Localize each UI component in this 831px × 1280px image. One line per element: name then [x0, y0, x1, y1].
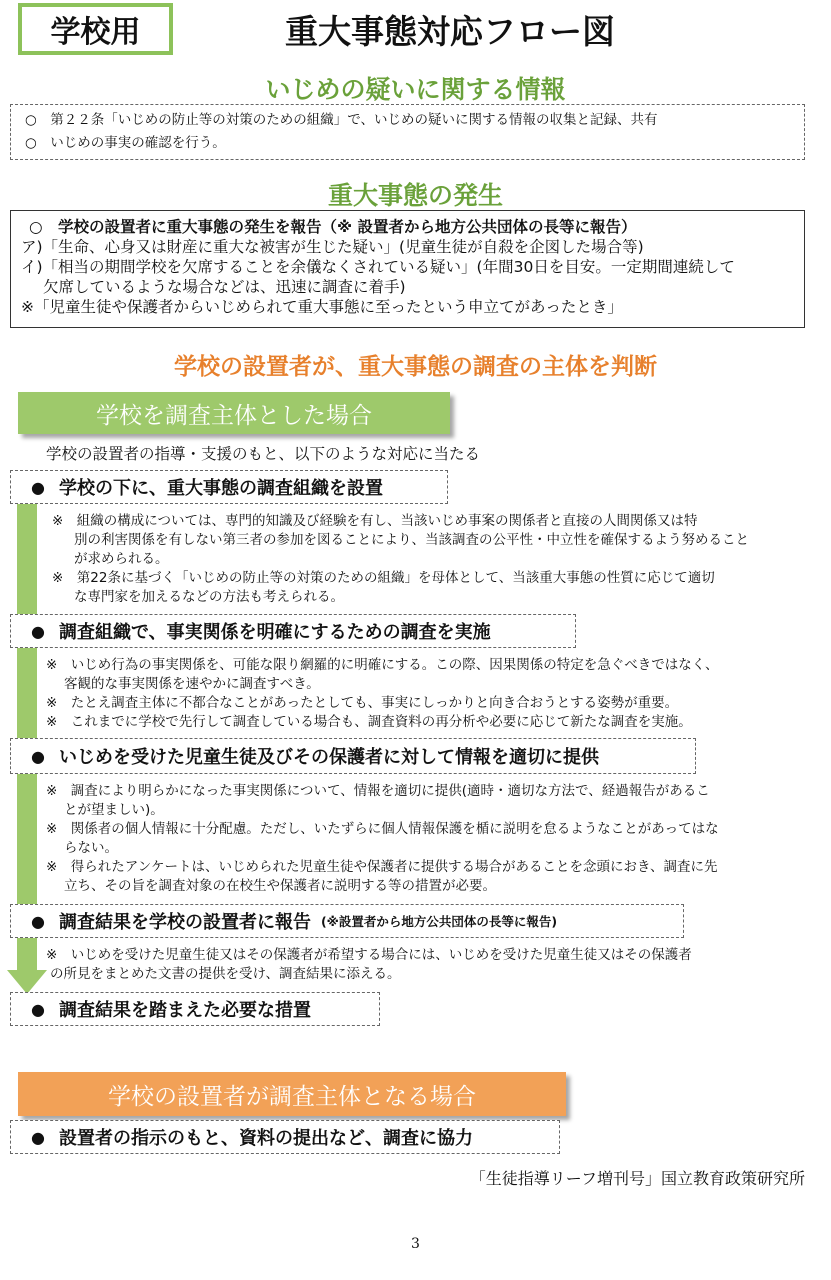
note-line: ※ いじめを受けた児童生徒又はその保護者が希望する場合には、いじめを受けた児童生徒又はその保護者: [46, 947, 692, 963]
info-line-2: ○ いじめの事実の確認を行う。: [25, 135, 226, 151]
notes-step-2: [46, 656, 816, 732]
info-line-1: ○ 第２２条「いじめの防止等の対策のための組織」で、いじめの疑いに関する情報の収集と記録、共有: [25, 112, 658, 128]
note-line: ※ 関係者の個人情報に十分配慮。ただし、いたずらに個人情報保護を楯に説明を怠るようなことがあってはな: [46, 821, 719, 837]
note-line: ※ 第22条に基づく「いじめの防止等の対策のための組織」を母体として、当該重大事態の性質に応じて適切: [52, 570, 715, 586]
notes-step-1: [52, 512, 812, 607]
note-line: らない。: [64, 840, 118, 856]
board-case-bar: 学校の設置者が調査主体となる場合: [18, 1072, 566, 1116]
step-cooperate-investigation: [10, 1120, 560, 1154]
note-line: ※ これまでに学校で先行して調査している場合も、調査資料の再分析や必要に応じて新たな調査を実施。: [46, 714, 692, 730]
step-label: 調査結果を学校の設置者に報告: [58, 912, 311, 933]
step-label: 調査結果を踏まえた必要な措置: [58, 1000, 311, 1021]
info-box: [10, 104, 805, 160]
info-heading: いじめの疑いに関する情報: [265, 75, 566, 104]
step-label: 調査組織で、事実関係を明確にするための調査を実施: [58, 622, 491, 643]
occurrence-heading: 重大事態の発生: [327, 181, 503, 210]
step-provide-information: [10, 738, 696, 774]
note-line: 立ち、その旨を調査対象の在校生や保護者に説明する等の措置が必要。: [64, 878, 496, 894]
occurrence-box: [10, 210, 805, 328]
occurrence-line-2: ア)「生命、心身又は財産に重大な被害が生じた疑い」(児童生徒が自殺を企図した場合等): [21, 238, 644, 256]
occurrence-line-1: ○ 学校の設置者に重大事態の発生を報告（※ 設置者から地方公共団体の長等に報告）: [29, 218, 637, 236]
note-line: とが望ましい)。: [64, 802, 164, 818]
school-case-bar: 学校を調査主体とした場合: [18, 392, 450, 434]
page-number: 3: [411, 1236, 420, 1252]
step-sub-label: (※設置者から地方公共団体の長等に報告): [320, 914, 558, 929]
bullet-icon: ●: [31, 999, 45, 1019]
notes-step-4: [46, 946, 816, 984]
bullet-icon: ●: [31, 621, 45, 641]
note-line: ※ 調査により明らかになった事実関係について、情報を適切に提供(適時・適切な方法で、経過報告があるこ: [46, 783, 710, 799]
notes-step-3: [46, 782, 816, 896]
occurrence-line-5: ※「児童生徒や保護者からいじめられて重大事態に至ったという申立てがあったとき」: [21, 298, 623, 316]
note-line: な専門家を加えるなどの方法も考えられる。: [74, 589, 344, 605]
bullet-icon: ●: [31, 911, 45, 931]
bullet-icon: ●: [31, 1127, 45, 1147]
note-line: の所見をまとめた文書の提供を受け、調査結果に添える。: [50, 966, 401, 982]
step-setup-organization: [10, 470, 448, 504]
bullet-icon: ●: [31, 746, 45, 766]
note-line: ※ たとえ調査主体に不都合なことがあったとしても、事実にしっかりと向き合おうとする姿勢が重要。: [46, 695, 679, 711]
note-line: 別の利害関係を有しない第三者の参加を図ることにより、当該調査の公平性・中立性を確保するよう努めること: [74, 532, 749, 548]
step-conduct-investigation: [10, 614, 576, 648]
note-line: ※ 得られたアンケートは、いじめられた児童生徒や保護者に提供する場合があることを念頭におき、調査に先: [46, 859, 718, 875]
step-label: 学校の下に、重大事態の調査組織を設置: [58, 478, 383, 499]
judgement-heading: 学校の設置者が、重大事態の調査の主体を判断: [174, 354, 657, 380]
step-label: いじめを受けた児童生徒及びその保護者に対して情報を適切に提供: [58, 747, 599, 768]
step-report-results: [10, 904, 684, 938]
page-title: 重大事態対応フロー図: [285, 12, 615, 51]
note-line: 客観的な事実関係を速やかに調査すべき。: [64, 676, 320, 692]
occurrence-line-3: イ)「相当の期間学校を欠席することを余儀なくされている疑い」(年間30日を目安。一定期間連続して: [21, 258, 735, 276]
source-citation: 「生徒指導リーフ増刊号」国立教育政策研究所: [469, 1169, 805, 1188]
note-line: が求められる。: [74, 551, 169, 567]
step-label: 設置者の指示のもと、資料の提出など、調査に協力: [58, 1128, 473, 1149]
step-necessary-measures: [10, 992, 380, 1026]
note-line: ※ 組織の構成については、専門的知識及び経験を有し、当該いじめ事案の関係者と直接の人間関係又は特: [52, 513, 698, 529]
school-case-intro: 学校の設置者の指導・支援のもと、以下のような対応に当たる: [46, 445, 481, 463]
bullet-icon: ●: [31, 477, 45, 497]
school-use-badge: 学校用: [18, 3, 173, 55]
occurrence-line-4: 欠席しているような場合などは、迅速に調査に着手): [43, 278, 406, 296]
note-line: ※ いじめ行為の事実関係を、可能な限り網羅的に明確にする。この際、因果関係の特定を急ぐべきではなく、: [46, 657, 719, 673]
